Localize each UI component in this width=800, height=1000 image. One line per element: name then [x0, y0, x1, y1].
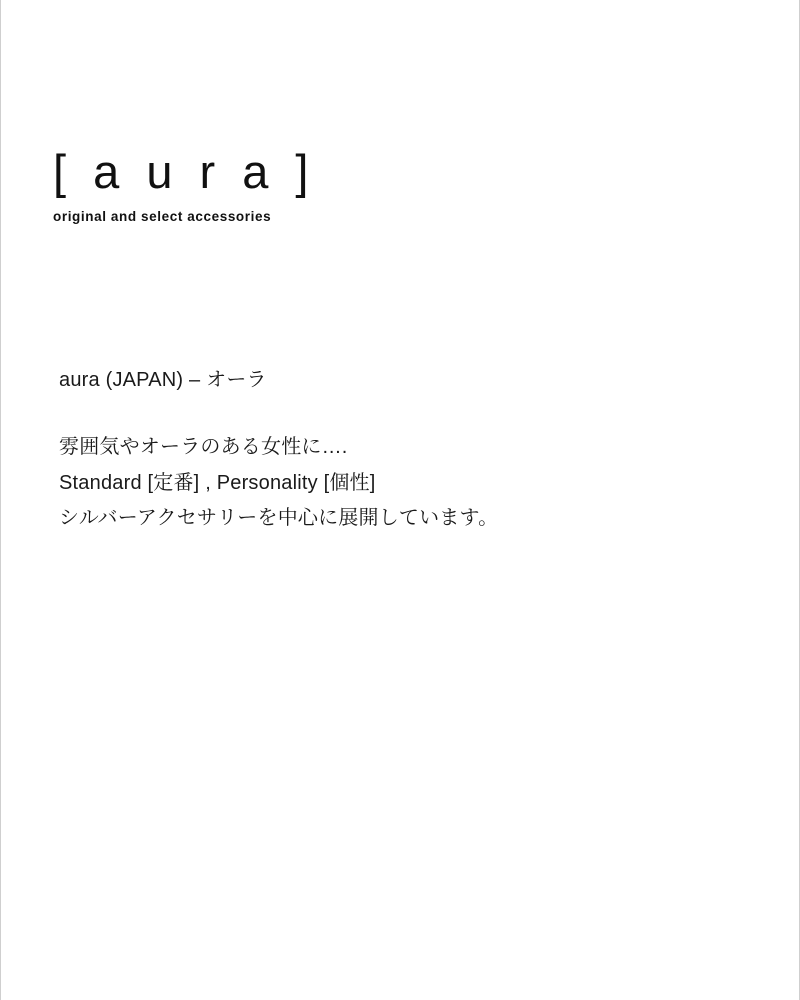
intro-body — [59, 430, 719, 537]
logo-wordmark: [ a u r a ] — [53, 145, 316, 198]
intro-title: aura (JAPAN) – オーラ — [59, 369, 267, 391]
logo-tagline: original and select accessories — [53, 209, 272, 224]
intro-line-1: 雰囲気やオーラのある女性に…. — [59, 436, 348, 458]
intro-line-3: シルバーアクセサリーを中心に展開しています。 — [59, 507, 499, 530]
intro-line-2: Standard [定番] , Personality [個性] — [59, 471, 376, 494]
brand-logo — [53, 145, 473, 224]
intro-section — [59, 366, 719, 537]
